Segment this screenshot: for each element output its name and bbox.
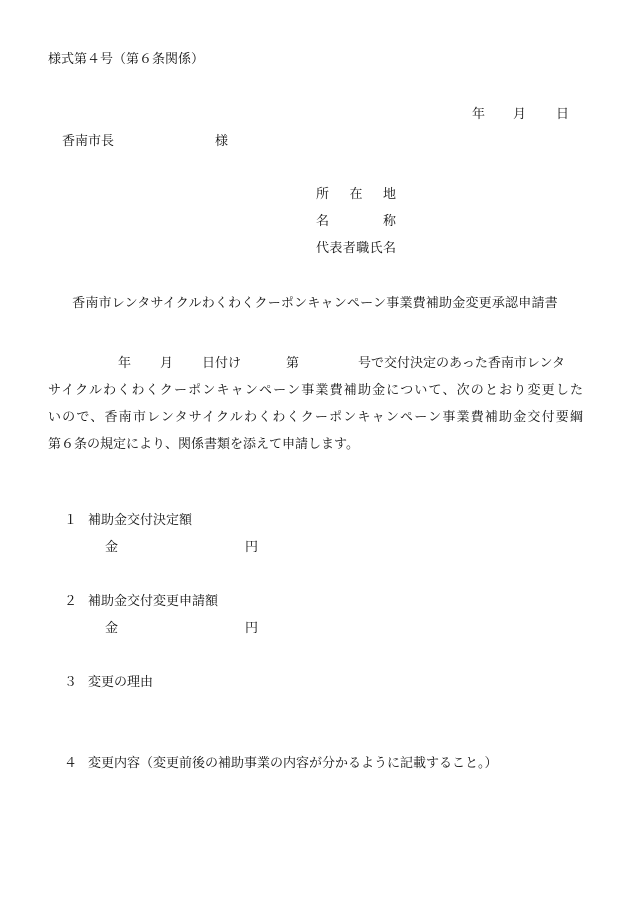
applicant-representative-label: 代表者職氏名 bbox=[316, 241, 396, 256]
body-line-4: 第６条の規定により、関係書類を添えて申請します。 bbox=[48, 437, 359, 452]
body-line1-rest: 号で交付決定のあった香南市レンタ bbox=[358, 356, 566, 371]
recipient-honorific: 様 bbox=[215, 134, 229, 149]
item-2-kin: 金 bbox=[105, 621, 119, 636]
body-line-3: いので、香南市レンタサイクルわくわくクーポンキャンペーン事業費補助金交付要綱 bbox=[48, 410, 583, 425]
body-paragraph bbox=[48, 350, 583, 458]
applicant-name-label: 名称 bbox=[316, 214, 396, 229]
applicant-address-label: 所在地 bbox=[316, 187, 396, 202]
recipient-name: 香南市長 bbox=[62, 134, 115, 149]
item-4-number: ４ bbox=[64, 756, 78, 771]
date-month-label: 月 bbox=[513, 107, 527, 122]
date-day-label: 日 bbox=[556, 107, 570, 122]
form-number-label: 様式第４号（第６条関係） bbox=[48, 52, 205, 67]
applicant-address-row bbox=[316, 188, 396, 201]
item-2-yen: 円 bbox=[245, 621, 259, 636]
item-3-label: 変更の理由 bbox=[88, 675, 154, 690]
item-1-label: 補助金交付決定額 bbox=[88, 513, 193, 528]
body-year: 年 bbox=[118, 356, 132, 371]
body-date-suffix: 日付け bbox=[202, 356, 242, 371]
body-month: 月 bbox=[160, 356, 174, 371]
body-dai: 第 bbox=[286, 356, 300, 371]
body-line-1 bbox=[48, 350, 583, 377]
date-year-label: 年 bbox=[472, 107, 486, 122]
document-title: 香南市レンタサイクルわくわくクーポンキャンペーン事業費補助金変更承認申請書 bbox=[72, 296, 558, 311]
item-2-number: ２ bbox=[64, 594, 78, 609]
body-line-2: サイクルわくわくクーポンキャンペーン事業費補助金について、次のとおり変更した bbox=[48, 383, 583, 398]
item-3-number: ３ bbox=[64, 675, 78, 690]
applicant-name-row bbox=[316, 215, 396, 228]
item-2-label: 補助金交付変更申請額 bbox=[88, 594, 219, 609]
item-1-kin: 金 bbox=[105, 540, 119, 555]
item-1-yen: 円 bbox=[245, 540, 259, 555]
item-4-label: 変更内容（変更前後の補助事業の内容が分かるように記載すること。） bbox=[88, 756, 498, 771]
item-1-number: １ bbox=[64, 513, 78, 528]
applicant-rep-row bbox=[316, 242, 396, 255]
